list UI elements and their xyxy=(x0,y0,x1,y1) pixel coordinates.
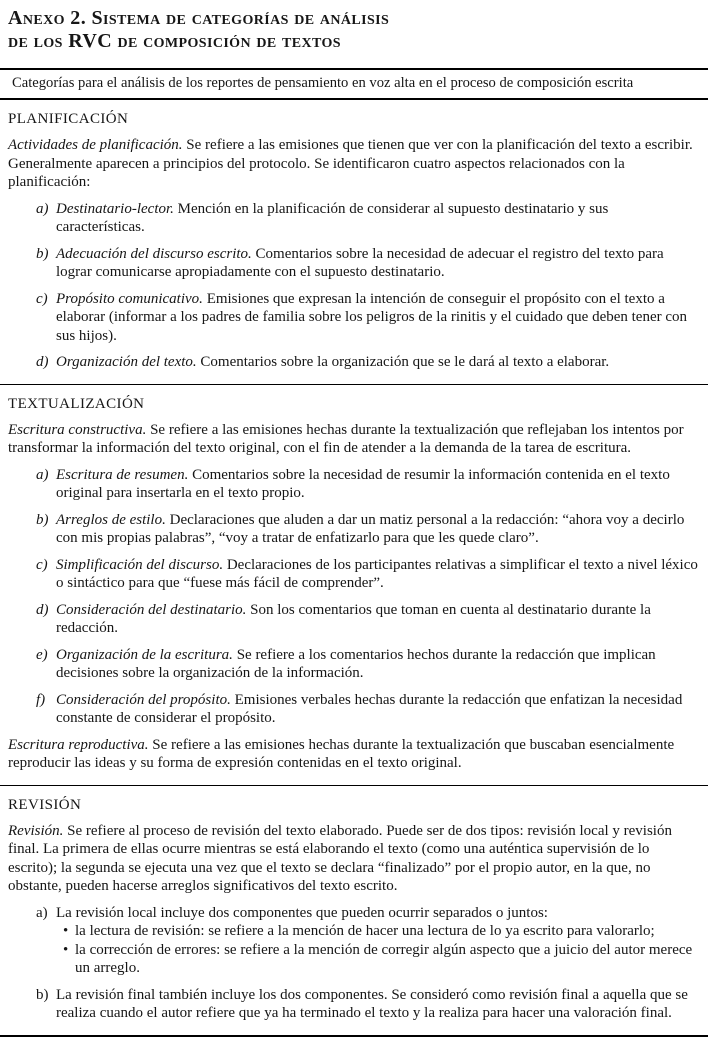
section-intro-paragraph xyxy=(8,822,699,896)
item-lead: Consideración del propósito. xyxy=(56,691,231,708)
list-item xyxy=(8,200,699,237)
item-text: Son los comentarios que toman en cuenta al destinatario durante la redacción. xyxy=(56,601,651,636)
bullet-item: • la lectura de revisión: se refiere a la mención de hacer una lectura de lo ya escrito para valorarlo; xyxy=(61,922,699,941)
item-marker: d) xyxy=(36,354,49,370)
item-text: Emisiones que expresan la intención de conseguir el propósito con el texto a elaborar (informar a los padres de familia sobre los peligros de la rinitis y el cuidado que deben tener con sus hijos). xyxy=(56,290,688,344)
table-header: Categorías para el análisis de los reportes de pensamiento en voz alta en el proceso de composición escrita xyxy=(12,75,634,91)
item-marker: c) xyxy=(36,556,48,573)
item-marker: e) xyxy=(36,646,48,663)
item-marker: b) xyxy=(36,245,49,262)
bullet-list xyxy=(56,922,699,978)
item-marker: a) xyxy=(36,904,48,921)
section-label-textualizacion: TEXTUALIZACIÓN xyxy=(8,395,145,412)
paragraph-lead: Revisión. xyxy=(8,822,64,839)
paragraph-text: Se refiere a las emisiones que tienen que ver con la planificación del texto a escribir. Generalmente aparecen a principios del protocolo. Se identificaron cuatro aspectos relacionados con la planificación: xyxy=(8,137,693,190)
section-intro-paragraph xyxy=(8,136,699,192)
item-list xyxy=(8,466,699,728)
list-item xyxy=(8,691,699,728)
item-text: Comentarios sobre la organización que se le dará al texto a elaborar. xyxy=(200,354,610,370)
item-lead: Organización del texto. xyxy=(56,354,197,370)
list-item xyxy=(8,556,699,593)
item-text: Se refiere a los comentarios hechos durante la redacción que implican decisiones sobre la organización de la información. xyxy=(56,646,656,681)
item-lead: Propósito comunicativo. xyxy=(56,290,203,307)
item-marker: b) xyxy=(36,986,49,1003)
list-item xyxy=(8,986,699,1023)
item-text: Declaraciones de los participantes relativas a simplificar el texto a nivel léxico o sintáctico para que “fuese más fácil de comprender”. xyxy=(56,556,698,591)
paragraph-text: Se refiere a las emisiones hechas durante la textualización que reflejaban los intentos por transformar la información del texto original, con el fin de atender a la demanda de la tarea de escritura. xyxy=(8,421,684,456)
item-text: Mención en la planificación de considerar al supuesto destinatario y sus características. xyxy=(56,200,609,235)
item-text: Comentarios sobre la necesidad de adecuar el registro del texto para lograr comunicarse apropiadamente con el supuesto destinatario. xyxy=(56,245,664,280)
item-lead: Consideración del destinatario. xyxy=(56,601,247,618)
list-item xyxy=(8,511,699,548)
paragraph-lead: Actividades de planificación. xyxy=(8,137,183,153)
item-marker: a) xyxy=(36,466,49,483)
item-text: Declaraciones que aluden a dar un matiz personal a la redacción: “ahora voy a decirlo con mis propias palabras”, “voy a tratar de enfatizarlo para que les quede claro”. xyxy=(56,511,685,546)
page-title-line-2: de los RVC de composición de textos xyxy=(8,30,341,52)
section-label-revision: REVISIÓN xyxy=(8,796,82,813)
list-item xyxy=(8,290,699,346)
paragraph-text: Se refiere a las emisiones hechas durante la textualización que buscaban esencialmente reproducir las ideas y su forma de expresión contenidas en el texto original. xyxy=(8,736,675,771)
item-list xyxy=(8,200,699,372)
list-item xyxy=(8,245,699,282)
item-lead: Organización de la escritura. xyxy=(56,646,233,663)
page-title-line-1: Anexo 2. Sistema de categorías de análisis xyxy=(8,7,390,29)
item-lead: Adecuación del discurso escrito. xyxy=(56,245,252,262)
bullet-item: • la corrección de errores: se refiere a la mención de corregir algún aspecto que a juicio del autor merece un arreglo. xyxy=(61,941,699,978)
section-textualizacion xyxy=(0,385,708,785)
item-text: La revisión final también incluye los dos componentes. Se consideró como revisión final a aquella que se realiza cuando el autor refiere que ya ha terminado el texto y la realiza para hacer una valoración final. xyxy=(56,986,688,1021)
section-label-planificacion: PLANIFICACIÓN xyxy=(8,111,129,127)
paragraph-text: Se refiere al proceso de revisión del texto elaborado. Puede ser de dos tipos: revisión local y revisión final. La primera de ellas ocurre mientras se está elaborando el texto (como una auténtica supervisión de lo escrito); la segunda se ejecuta una vez que el texto se declara “finalizado” por el propio autor, en la que, no obstante, pueden hacerse arreglos significativos del texto escrito. xyxy=(8,822,672,894)
item-text: La revisión local incluye dos componentes que pueden ocurrir separados o juntos: xyxy=(56,904,548,921)
item-lead: Escritura de resumen. xyxy=(56,466,189,483)
item-lead: Simplificación del discurso. xyxy=(56,556,224,573)
item-marker: a) xyxy=(36,200,49,217)
page-title xyxy=(8,7,699,53)
list-item xyxy=(8,904,699,978)
item-marker: d) xyxy=(36,601,49,618)
paragraph-lead: Escritura constructiva. xyxy=(8,421,147,438)
list-item xyxy=(8,601,699,638)
list-item xyxy=(8,646,699,683)
section-revision xyxy=(0,786,708,1035)
item-text: Comentarios sobre la necesidad de resumir la información contenida en el texto original para insertarla en el texto propio. xyxy=(56,466,670,501)
item-marker: c) xyxy=(36,290,48,307)
item-lead: Arreglos de estilo. xyxy=(56,511,166,528)
table-bottom-rule xyxy=(0,1035,708,1037)
item-text: Emisiones verbales hechas durante la redacción que enfatizan la necesidad constante de considerar el propósito. xyxy=(56,691,683,726)
section-outro-paragraph xyxy=(8,736,699,773)
paragraph-lead: Escritura reproductiva. xyxy=(8,736,149,753)
item-marker: f) xyxy=(36,691,46,708)
list-item xyxy=(8,353,699,372)
section-intro-paragraph xyxy=(8,421,699,458)
section-planificacion xyxy=(0,100,708,384)
item-marker: b) xyxy=(36,511,49,528)
item-lead: Destinatario-lector. xyxy=(56,200,174,217)
item-list xyxy=(8,904,699,1023)
list-item xyxy=(8,466,699,503)
